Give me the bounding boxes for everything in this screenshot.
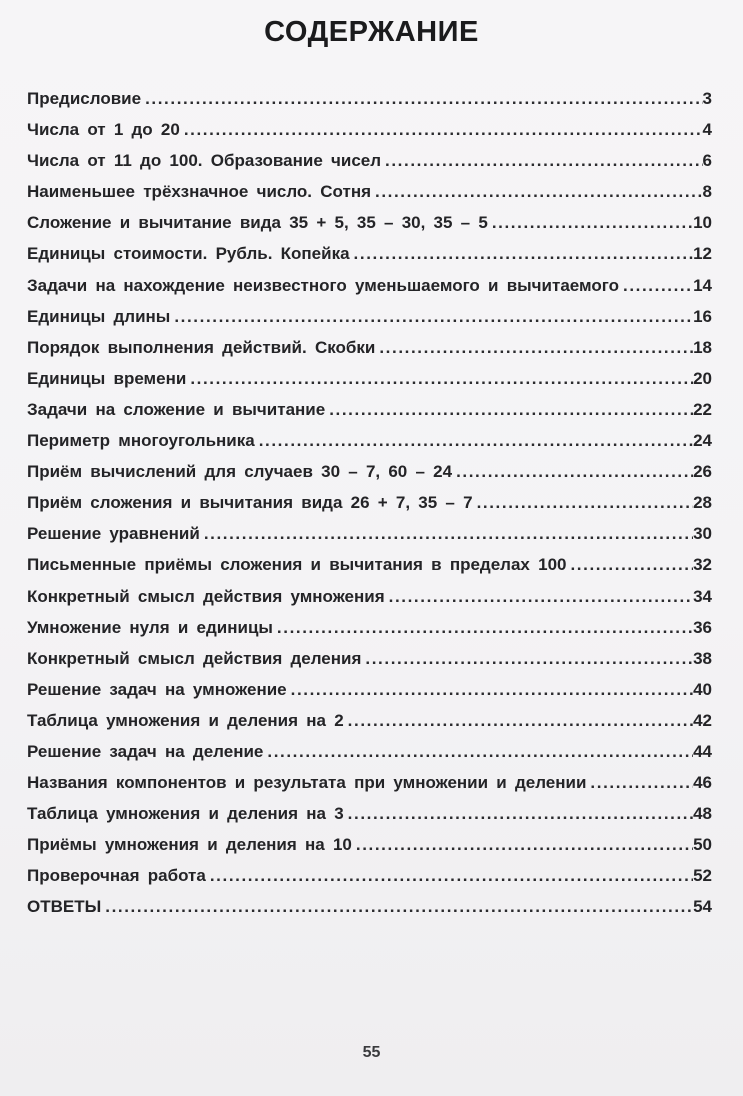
- toc-entry-page: 48: [693, 804, 712, 824]
- toc-entry-title: Числа от 1 до 20: [27, 120, 180, 140]
- toc-entry-title: Единицы длины: [27, 306, 171, 326]
- toc-entry-page: 34: [693, 586, 712, 606]
- toc-entry-page: 28: [693, 493, 712, 513]
- toc-entry-title: ОТВЕТЫ: [27, 897, 102, 917]
- toc-entry: [27, 674, 712, 705]
- toc-entry: [27, 891, 712, 922]
- toc-entry: [27, 145, 712, 176]
- toc-entry-title: Числа от 11 до 100. Образование чисел: [27, 151, 382, 171]
- table-of-contents: [27, 83, 712, 923]
- toc-entry: [27, 394, 712, 425]
- toc-entry-page: 26: [693, 462, 712, 482]
- toc-entry-title: Приёмы умножения и деления на 10: [27, 835, 352, 855]
- toc-entry-page: 12: [693, 244, 712, 264]
- toc-entry-page: 24: [693, 431, 712, 451]
- dot-leader: [267, 736, 693, 767]
- toc-entry-page: 46: [693, 773, 712, 793]
- dot-leader: [291, 674, 693, 705]
- page-title: СОДЕРЖАНИЕ: [264, 16, 479, 48]
- toc-entry-page: 30: [693, 524, 712, 544]
- toc-entry-page: 52: [693, 866, 712, 886]
- toc-entry-title: Проверочная работа: [27, 866, 206, 886]
- toc-entry-title: Письменные приёмы сложения и вычитания в пределах 100: [27, 555, 567, 575]
- footer-page-number: 55: [362, 1044, 381, 1061]
- toc-entry-title: Решение задач на умножение: [27, 679, 287, 699]
- toc-entry-page: 44: [693, 741, 712, 761]
- toc-entry-title: Единицы стоимости. Рубль. Копейка: [27, 244, 350, 264]
- toc-entry: [27, 736, 712, 767]
- toc-entry-title: Конкретный смысл действия деления: [27, 648, 362, 668]
- dot-leader: [210, 860, 693, 891]
- toc-entry-title: Умножение нуля и единицы: [27, 617, 273, 637]
- toc-entry-page: 36: [693, 617, 712, 637]
- dot-leader: [259, 425, 693, 456]
- toc-entry: [27, 860, 712, 891]
- toc-entry-title: Задачи на сложение и вычитание: [27, 399, 326, 419]
- dot-leader: [356, 829, 693, 860]
- dot-leader: [105, 891, 693, 922]
- toc-entry-page: 38: [693, 648, 712, 668]
- toc-entry-title: Задачи на нахождение неизвестного уменьшаемого и вычитаемого: [27, 275, 619, 295]
- toc-entry: [27, 425, 712, 456]
- toc-entry-title: Сложение и вычитание вида 35 + 5, 35 – 30, 35 – 5: [27, 213, 488, 233]
- toc-entry: [27, 456, 712, 487]
- toc-entry: [27, 176, 712, 207]
- toc-entry-page: 40: [693, 679, 712, 699]
- dot-leader: [477, 487, 694, 518]
- toc-entry-page: 14: [693, 275, 712, 295]
- toc-entry-title: Решение задач на деление: [27, 741, 264, 761]
- toc-entry-page: 8: [702, 182, 712, 202]
- toc-entry: [27, 270, 712, 301]
- dot-leader: [379, 332, 693, 363]
- toc-entry: [27, 705, 712, 736]
- toc-entry-page: 4: [702, 120, 712, 140]
- toc-entry-title: Наименьшее трёхзначное число. Сотня: [27, 182, 372, 202]
- toc-entry-page: 20: [693, 368, 712, 388]
- toc-entry-title: Таблица умножения и деления на 3: [27, 804, 344, 824]
- dot-leader: [348, 798, 693, 829]
- dot-leader: [385, 145, 703, 176]
- dot-leader: [492, 207, 693, 238]
- dot-leader: [277, 612, 693, 643]
- toc-entry: [27, 798, 712, 829]
- toc-entry: [27, 518, 712, 549]
- toc-entry: [27, 207, 712, 238]
- toc-entry: [27, 581, 712, 612]
- toc-entry-page: 16: [693, 306, 712, 326]
- toc-entry-page: 54: [693, 897, 712, 917]
- toc-entry: [27, 643, 712, 674]
- toc-entry-title: Таблица умножения и деления на 2: [27, 710, 344, 730]
- dot-leader: [348, 705, 693, 736]
- toc-entry-page: 32: [693, 555, 712, 575]
- toc-entry: [27, 767, 712, 798]
- toc-entry-page: 18: [693, 337, 712, 357]
- dot-leader: [375, 176, 703, 207]
- toc-entry: [27, 301, 712, 332]
- toc-entry-title: Названия компонентов и результата при умножении и делении: [27, 773, 587, 793]
- toc-entry-page: 22: [693, 399, 712, 419]
- toc-entry-title: Решение уравнений: [27, 524, 200, 544]
- toc-entry-title: Приём сложения и вычитания вида 26 + 7, 35 – 7: [27, 493, 473, 513]
- toc-entry: [27, 487, 712, 518]
- toc-entry-page: 10: [693, 213, 712, 233]
- dot-leader: [329, 394, 693, 425]
- toc-entry-page: 6: [702, 151, 712, 171]
- dot-leader: [570, 549, 693, 580]
- toc-entry-page: 3: [702, 89, 712, 108]
- dot-leader: [365, 643, 693, 674]
- dot-leader: [174, 301, 693, 332]
- toc-entry: [27, 612, 712, 643]
- toc-entry: [27, 332, 712, 363]
- toc-entry-page: 50: [693, 835, 712, 855]
- toc-entry-page: 42: [693, 710, 712, 730]
- toc-entry-title: Конкретный смысл действия умножения: [27, 586, 385, 606]
- toc-entry-title: Предисловие: [27, 89, 142, 108]
- dot-leader: [623, 270, 693, 301]
- dot-leader: [190, 363, 693, 394]
- toc-entry-title: Периметр многоугольника: [27, 431, 255, 451]
- dot-leader: [354, 238, 694, 269]
- dot-leader: [145, 83, 702, 114]
- dot-leader: [389, 581, 693, 612]
- toc-entry: [27, 238, 712, 269]
- toc-entry-title: Порядок выполнения действий. Скобки: [27, 337, 376, 357]
- dot-leader: [184, 114, 703, 145]
- dot-leader: [590, 767, 693, 798]
- toc-entry: [27, 114, 712, 145]
- toc-entry: [27, 363, 712, 394]
- toc-entry: [27, 83, 712, 114]
- toc-entry-title: Единицы времени: [27, 368, 187, 388]
- toc-entry-title: Приём вычислений для случаев 30 – 7, 60 – 24: [27, 462, 453, 482]
- toc-entry: [27, 549, 712, 580]
- toc-entry: [27, 829, 712, 860]
- dot-leader: [456, 456, 693, 487]
- dot-leader: [204, 518, 693, 549]
